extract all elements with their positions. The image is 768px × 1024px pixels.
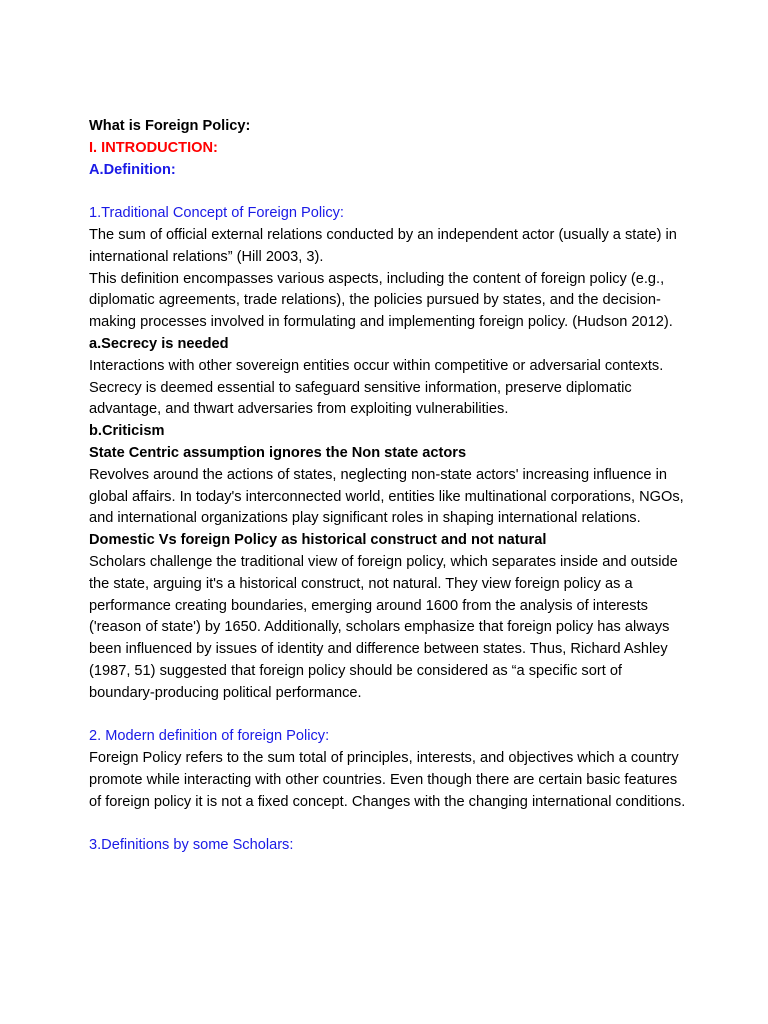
paragraph-secrecy: Interactions with other sovereign entities occur within competitive or adversarial contexts. Secrecy is deemed essential to safeguard sensitive information, preserve diplomatic advantage, and thwart adversaries from exploiting vulnerabilities. <box>89 357 664 418</box>
heading-scholar-definitions: 3.Definitions by some Scholars: <box>89 837 294 854</box>
section-heading-introduction: I. INTRODUCTION: <box>89 139 218 156</box>
paragraph-definition-aspects: This definition encompasses various aspects, including the content of foreign policy (e.g., diplomatic agreements, trade relations), the policies pursued by states, and the decision-making processes involved in formulating and implementing foreign policy. (Hudson 2012). <box>89 270 673 331</box>
document-body <box>89 116 689 857</box>
spacer <box>89 181 689 203</box>
heading-state-centric: State Centric assumption ignores the Non state actors <box>89 444 467 461</box>
heading-domestic-vs-foreign: Domestic Vs foreign Policy as historical construct and not natural <box>89 532 547 549</box>
heading-secrecy: a.Secrecy is needed <box>89 335 229 352</box>
heading-criticism: b.Criticism <box>89 423 165 440</box>
spacer <box>89 705 689 727</box>
document-title: What is Foreign Policy: <box>89 118 251 134</box>
paragraph-modern-definition: Foreign Policy refers to the sum total of principles, interests, and objectives which a country promote while interacting with other countries. Even though there are certain basic features of foreign policy it is not a fixed concept. Changes with the changing international conditions. <box>89 750 686 810</box>
paragraph-traditional-definition: The sum of official external relations conducted by an independent actor (usually a state) in international relations” (Hill 2003, 3). <box>89 226 677 265</box>
paragraph-domestic-vs-foreign: Scholars challenge the traditional view of foreign policy, which separates inside and outside the state, arguing it's a historical construct, not natural. They view foreign policy as a performance creating boundaries, emerging around 1600 from the analysis of interests ('reason of state') by 1650. Additionally, scholars emphasize that foreign policy has always been influenced by issues of identity and difference between states. Thus, Richard Ashley (1987, 51) suggested that foreign policy should be considered as “a specific sort of boundary-producing political performance. <box>89 553 678 701</box>
heading-traditional-concept: 1.Traditional Concept of Foreign Policy: <box>89 205 344 222</box>
subsection-heading-definition: A.Definition: <box>89 161 176 178</box>
heading-modern-definition: 2. Modern definition of foreign Policy: <box>89 728 330 745</box>
paragraph-state-centric: Revolves around the actions of states, neglecting non-state actors' increasing influence in global affairs. In today's interconnected world, entities like multinational corporations, NGOs, and international organizations play significant roles in shaping international relations. <box>89 466 684 527</box>
spacer <box>89 814 689 836</box>
